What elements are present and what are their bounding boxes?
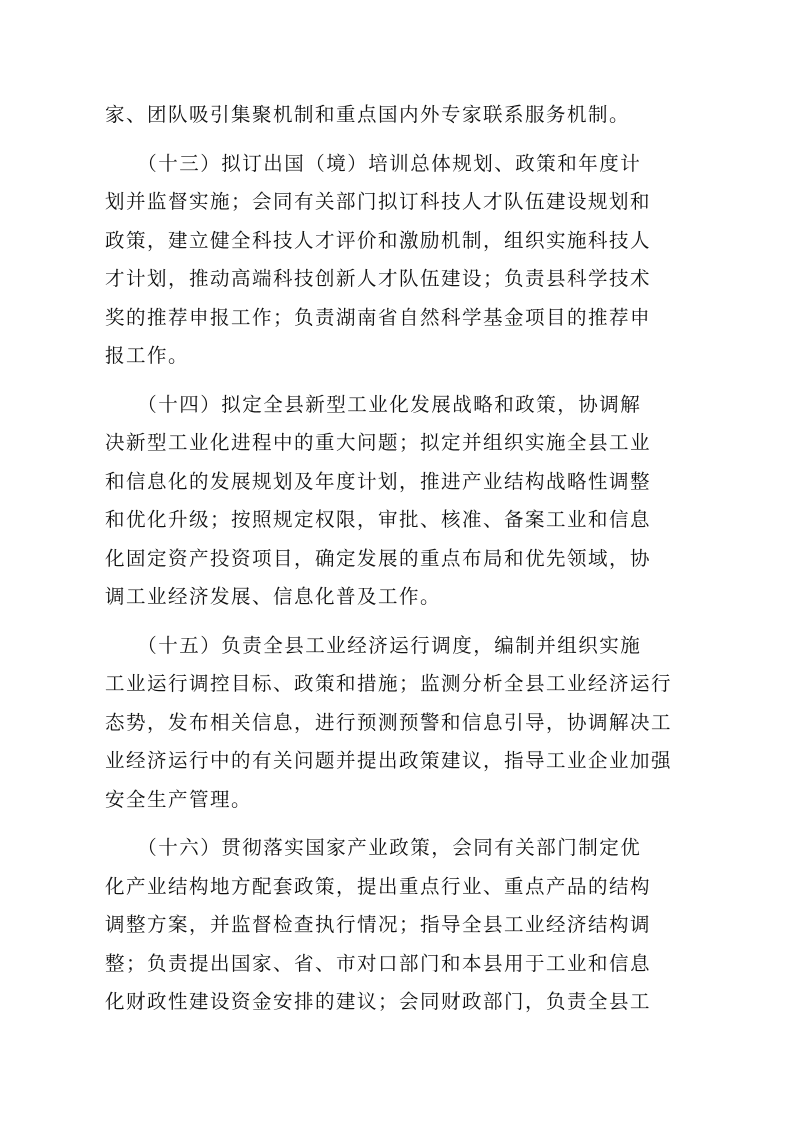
text-line: 奖的推荐申报工作；负责湖南省自然科学基金项目的推荐申	[105, 305, 652, 329]
text-line: 划并监督实施；会同有关部门拟订科技人才队伍建设规划和	[105, 190, 652, 213]
paragraph	[105, 96, 677, 135]
text-line: 化固定资产投资项目，确定发展的重点布局和优先领域，协	[105, 546, 652, 570]
text-line: 调工业经济发展、信息化普及工作。	[105, 585, 442, 608]
paragraph	[105, 627, 677, 820]
paragraph	[105, 145, 677, 376]
text-line: 和信息化的发展规划及年度计划，推进产业结构战略性调整	[105, 469, 652, 493]
text-line: 化财政性建设资金安排的建议；会同财政部门，负责全县工	[105, 990, 652, 1013]
text-line: （十五）负责全县工业经济运行调度，编制并组织实施	[105, 633, 642, 657]
text-line: 政策，建立健全科技人才评价和激励机制，组织实施科技人	[105, 228, 652, 252]
text-line: 决新型工业化进程中的重大问题；拟定并组织实施全县工业	[105, 431, 652, 454]
text-line: （十三）拟订出国（境）培训总体规划、政策和年度计	[105, 151, 642, 175]
text-line: 才计划，推动高端科技创新人才队伍建设；负责县科学技术	[105, 267, 652, 290]
text-line: 化产业结构地方配套政策，提出重点行业、重点产品的结构	[105, 874, 652, 898]
text-line: 调整方案，并监督检查执行情况；指导全县工业经济结构调	[105, 913, 652, 936]
text-line: 工业运行调控目标、政策和措施；监测分析全县工业经济运行	[105, 672, 673, 695]
text-line: 安全生产管理。	[105, 787, 253, 811]
paragraph	[105, 829, 677, 1022]
text-line: 报工作。	[105, 344, 190, 367]
text-line: （十四）拟定全县新型工业化发展战略和政策，协调解	[105, 392, 642, 416]
text-line: 业经济运行中的有关问题并提出政策建议，指导工业企业加强	[105, 749, 673, 772]
text-line: （十六）贯彻落实国家产业政策，会同有关部门制定优	[105, 836, 642, 859]
text-line: 态势，发布相关信息，进行预测预警和信息引导，协调解决工	[105, 710, 673, 734]
text-line: 和优化升级；按照规定权限，审批、核准、备案工业和信息	[105, 508, 652, 531]
text-line: 整；负责提出国家、省、市对口部门和本县用于工业和信息	[105, 951, 652, 975]
document-body	[105, 96, 677, 1022]
text-line: 家、团队吸引集聚机制和重点国内外专家联系服务机制。	[105, 103, 631, 126]
paragraph	[105, 386, 677, 617]
